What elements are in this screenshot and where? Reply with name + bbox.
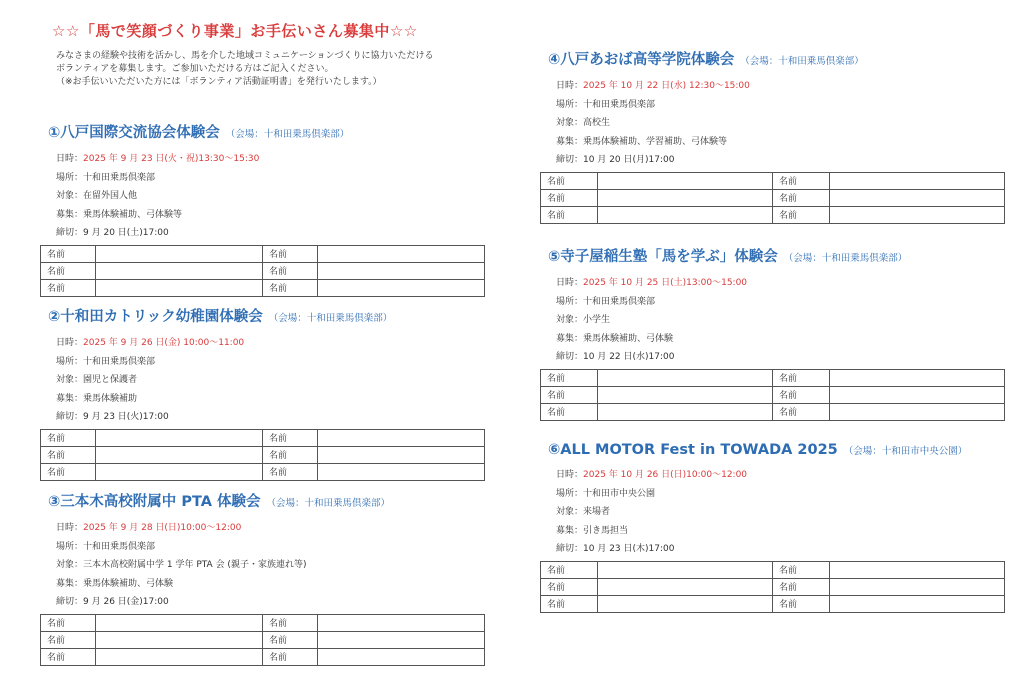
event-venue: （会場：十和田乗馬倶楽部）: [783, 253, 908, 264]
table-row: 名前 名前: [541, 595, 1005, 612]
event-title-text: ③三本木高校附属中 PTA 体験会: [48, 494, 261, 510]
name-field[interactable]: [598, 386, 773, 403]
event-date: 日時：2025 年 9 月 26 日(金) 10:00～11:00: [56, 338, 245, 348]
name-field[interactable]: [830, 595, 1005, 612]
name-field[interactable]: [96, 262, 263, 279]
name-field[interactable]: [830, 206, 1005, 223]
name-field[interactable]: [830, 561, 1005, 578]
event-venue: （会場：十和田市中央公園）: [843, 446, 968, 457]
name-field[interactable]: [830, 172, 1005, 189]
event-title-text: ⑥ALL MOTOR Fest in TOWADA 2025: [548, 442, 838, 458]
event-title-text: ①八戸国際交流協会体験会: [48, 125, 220, 141]
name-field[interactable]: [598, 403, 773, 420]
event-recruit: 募集：乗馬体験補助、弓体験等: [56, 209, 183, 220]
name-entry-table: [40, 614, 485, 666]
event-date: 日時：2025 年 10 月 25 日(土)13:00～15:00: [556, 278, 748, 288]
table-row: 名前 名前: [41, 614, 485, 631]
table-row: 名前 名前: [41, 279, 485, 296]
name-field[interactable]: [96, 446, 263, 463]
table-row: 名前 名前: [41, 463, 485, 480]
table-row: 名前 名前: [541, 369, 1005, 386]
event-target: 対象：在留外国人他: [56, 191, 138, 201]
table-row: 名前 名前: [41, 245, 485, 262]
event-title: [48, 490, 485, 511]
name-field[interactable]: [96, 245, 263, 262]
name-field[interactable]: [96, 429, 263, 446]
event-3: [48, 490, 485, 666]
event-target: 対象：園児と保護者: [56, 375, 138, 385]
name-field[interactable]: [318, 446, 485, 463]
name-entry-table: [40, 245, 485, 297]
event-deadline: 締切：9 月 26 日(金)17:00: [56, 597, 169, 607]
event-title: [548, 245, 1005, 266]
event-deadline: 締切：10 月 22 日(水)17:00: [556, 352, 675, 362]
event-4: [548, 48, 1005, 224]
name-field[interactable]: [96, 614, 263, 631]
event-venue: （会場：十和田乗馬倶楽部）: [266, 498, 391, 509]
name-entry-table: [540, 561, 1005, 613]
intro-line: みなさまの経験や技術を活かし、馬を介した地域コミュニケーションづくりに協力いただける: [56, 51, 434, 61]
name-field[interactable]: [598, 561, 773, 578]
intro-line: ボランティアを募集します。ご参加いただける方はご記入ください。: [56, 64, 334, 74]
event-deadline: 締切：9 月 23 日(火)17:00: [56, 412, 169, 422]
event-date: 日時：2025 年 9 月 23 日(火・祝)13:30～15:30: [56, 154, 260, 164]
name-field[interactable]: [318, 463, 485, 480]
name-field[interactable]: [598, 189, 773, 206]
name-field[interactable]: [598, 578, 773, 595]
name-field[interactable]: [830, 189, 1005, 206]
table-row: 名前 名前: [541, 189, 1005, 206]
name-entry-table: [540, 369, 1005, 421]
name-field[interactable]: [830, 403, 1005, 420]
name-field[interactable]: [598, 172, 773, 189]
event-place: 場所：十和田乗馬倶楽部: [56, 172, 156, 183]
main-title: ☆☆「馬で笑顔づくり事業」お手伝いさん募集中☆☆: [52, 22, 418, 40]
intro-line: （※お手伝いいただいた方には「ボランティア活動証明書」を発行いたします。）: [56, 77, 382, 87]
event-recruit: 募集：引き馬担当: [556, 525, 629, 536]
event-deadline: 締切：10 月 20 日(月)17:00: [556, 155, 675, 165]
event-recruit: 募集：乗馬体験補助、弓体験: [56, 578, 174, 589]
event-title: [548, 442, 1005, 458]
name-entry-table: [540, 172, 1005, 224]
table-row: 名前 名前: [541, 206, 1005, 223]
name-field[interactable]: [318, 631, 485, 648]
name-field[interactable]: [96, 279, 263, 296]
event-date: 日時：2025 年 10 月 26 日(日)10:00～12:00: [556, 470, 748, 480]
event-title: [48, 305, 485, 326]
name-field[interactable]: [830, 369, 1005, 386]
event-title-text: ②十和田カトリック幼稚園体験会: [48, 309, 263, 325]
name-field[interactable]: [318, 614, 485, 631]
event-venue: （会場：十和田乗馬倶楽部）: [740, 56, 864, 67]
event-target: 対象：小学生: [556, 315, 611, 325]
event-place: 場所：十和田乗馬倶楽部: [556, 296, 656, 307]
event-venue: （会場：十和田乗馬倶楽部）: [225, 129, 350, 140]
event-5: [548, 245, 1005, 421]
name-field[interactable]: [96, 631, 263, 648]
event-1: [48, 121, 485, 297]
name-field[interactable]: [598, 206, 773, 223]
event-deadline: 締切：9 月 20 日(土)17:00: [56, 228, 169, 238]
event-target: 対象：来場者: [556, 507, 611, 517]
name-field[interactable]: [318, 245, 485, 262]
event-recruit: 募集：乗馬体験補助: [56, 393, 138, 404]
event-place: 場所：十和田乗馬倶楽部: [56, 356, 156, 367]
event-recruit: 募集：乗馬体験補助、学習補助、弓体験等: [556, 136, 728, 147]
intro-text: [56, 50, 486, 89]
event-venue: （会場：十和田乗馬倶楽部）: [268, 313, 393, 324]
name-field[interactable]: [318, 648, 485, 665]
event-recruit: 募集：乗馬体験補助、弓体験: [556, 333, 674, 344]
table-row: 名前 名前: [41, 648, 485, 665]
event-place: 場所：十和田乗馬倶楽部: [56, 541, 156, 552]
event-place: 場所：十和田乗馬倶楽部: [556, 99, 656, 110]
event-title: [48, 121, 485, 142]
event-title: [548, 48, 1005, 69]
name-field[interactable]: [318, 429, 485, 446]
event-target: 対象：高校生: [556, 118, 611, 128]
event-title-text: ④八戸あおば高等学院体験会: [548, 52, 735, 68]
table-row: 名前 名前: [41, 631, 485, 648]
event-6: [548, 442, 1005, 613]
table-row: 名前 名前: [41, 446, 485, 463]
event-title-text: ⑤寺子屋稲生塾「馬を学ぶ」体験会: [548, 249, 778, 265]
event-place: 場所：十和田市中央公園: [556, 488, 656, 499]
event-2: [48, 305, 485, 481]
table-row: 名前 名前: [541, 578, 1005, 595]
event-deadline: 締切：10 月 23 日(木)17:00: [556, 544, 675, 554]
name-entry-table: [40, 429, 485, 481]
name-field[interactable]: [96, 463, 263, 480]
name-field[interactable]: [318, 279, 485, 296]
name-field[interactable]: [598, 595, 773, 612]
name-field[interactable]: [96, 648, 263, 665]
name-field[interactable]: [830, 578, 1005, 595]
table-row: 名前 名前: [41, 262, 485, 279]
table-row: 名前 名前: [541, 386, 1005, 403]
event-date: 日時：2025 年 10 月 22 日(水) 12:30～15:00: [556, 81, 750, 91]
name-field[interactable]: [318, 262, 485, 279]
event-target: 対象：三本木高校附属中学 1 学年 PTA 会 (親子・家族連れ等): [56, 560, 307, 570]
table-row: 名前 名前: [541, 403, 1005, 420]
table-row: 名前 名前: [541, 561, 1005, 578]
table-row: 名前 名前: [541, 172, 1005, 189]
event-date: 日時：2025 年 9 月 28 日(日)10:00～12:00: [56, 523, 242, 533]
table-row: 名前 名前: [41, 429, 485, 446]
name-field[interactable]: [598, 369, 773, 386]
name-field[interactable]: [830, 386, 1005, 403]
